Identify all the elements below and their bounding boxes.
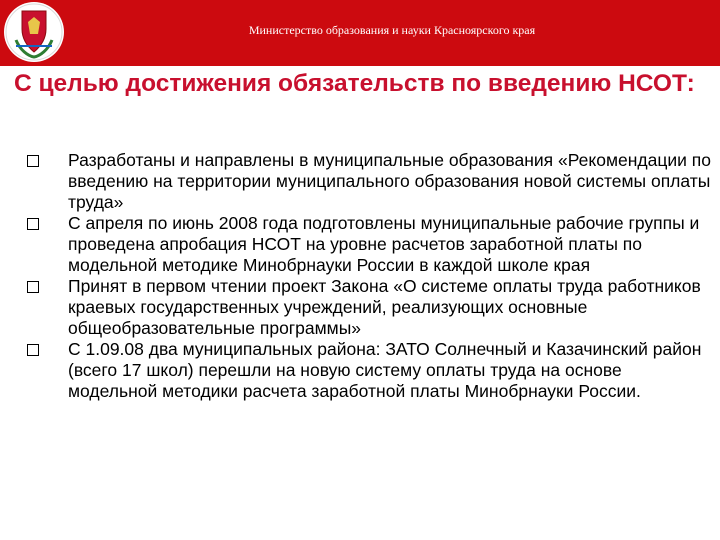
hollow-square-icon: [27, 281, 39, 293]
bullet-text: С апреля по июнь 2008 года подготовлены муниципальные рабочие группы и проведена апробация НСОТ на уровне расчетов заработной платы по модельной методике Минобрнауки России в каждой школе края: [68, 213, 700, 275]
ministry-header-title: Министерство образования и науки Красноярского края: [248, 23, 536, 37]
bullet-item: [22, 150, 712, 213]
slide-title: С целью достижения обязательств по введению НСОТ:: [14, 70, 695, 97]
bullet-text: Разработаны и направлены в муниципальные образования «Рекомендации по введению на территории муниципального образования новой системы оплаты труда»: [68, 150, 711, 212]
bullet-list: [22, 150, 712, 402]
bullet-text: Принят в первом чтении проект Закона «О системе оплаты труда работников краевых государственных учреждений, реализующих основные общеобразовательные программы»: [68, 276, 701, 338]
bullet-item: [22, 276, 712, 339]
header-bar: [0, 0, 720, 66]
krasnoyarsk-coat-of-arms-icon: [4, 2, 64, 62]
bullet-text: С 1.09.08 два муниципальных района: ЗАТО Солнечный и Казачинский район (всего 17 школ) перешли на новую систему оплаты труда на основе модельной методики расчета заработной платы Минобрнауки России.: [68, 339, 702, 401]
hollow-square-icon: [27, 155, 39, 167]
hollow-square-icon: [27, 344, 39, 356]
bullet-item: [22, 339, 712, 402]
bullet-item: [22, 213, 712, 276]
hollow-square-icon: [27, 218, 39, 230]
